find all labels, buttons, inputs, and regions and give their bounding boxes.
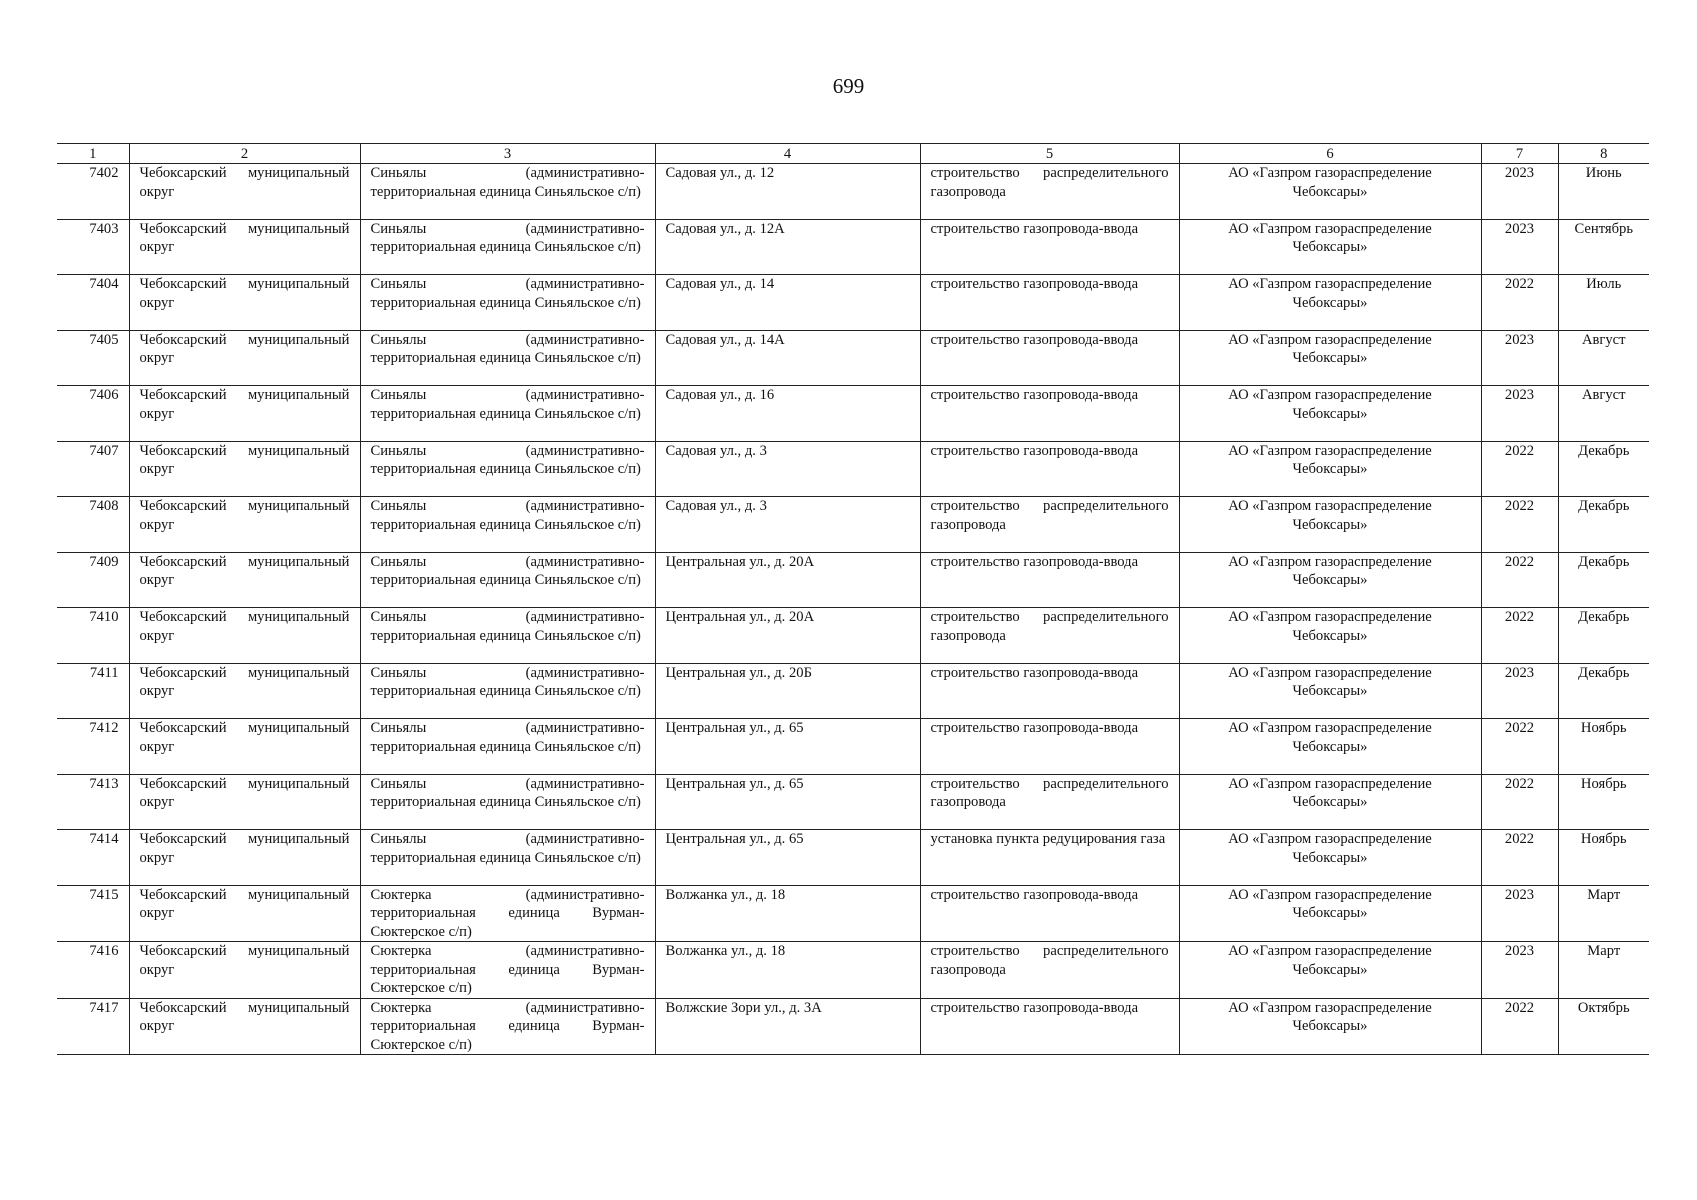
header-row <box>57 144 1649 164</box>
month-cell: Март <box>1558 885 1649 942</box>
locality-cell: Синьялы (административно-территориальная единица Синьяльское с/п) <box>360 719 655 775</box>
table-row <box>57 998 1649 1055</box>
year-cell: 2023 <box>1481 386 1558 442</box>
year-cell: 2023 <box>1481 942 1558 999</box>
table-row <box>57 830 1649 886</box>
address-cell: Садовая ул., д. 12 <box>655 164 920 220</box>
row-number: 7409 <box>57 552 129 608</box>
column-header-4: 4 <box>655 144 920 164</box>
district-cell: Чебоксарский муниципальный округ <box>129 164 360 220</box>
row-number: 7406 <box>57 386 129 442</box>
year-cell: 2023 <box>1481 885 1558 942</box>
table-row <box>57 608 1649 664</box>
row-number: 7412 <box>57 719 129 775</box>
page-number: 699 <box>832 74 865 98</box>
column-header-5: 5 <box>920 144 1179 164</box>
month-cell: Декабрь <box>1558 663 1649 719</box>
row-number: 7410 <box>57 608 129 664</box>
locality-cell: Синьялы (административно-территориальная единица Синьяльское с/п) <box>360 441 655 497</box>
table-row <box>57 275 1649 331</box>
month-cell: Август <box>1558 386 1649 442</box>
table-row <box>57 774 1649 830</box>
district-cell: Чебоксарский муниципальный округ <box>129 608 360 664</box>
column-header-6: 6 <box>1179 144 1481 164</box>
row-number: 7404 <box>57 275 129 331</box>
organization-cell: АО «Газпром газораспределение Чебоксары» <box>1179 164 1481 220</box>
locality-cell: Синьялы (административно-территориальная единица Синьяльское с/п) <box>360 219 655 275</box>
work-type-cell: строительство газопровода-ввода <box>920 386 1179 442</box>
locality-cell: Синьялы (административно-территориальная единица Синьяльское с/п) <box>360 608 655 664</box>
locality-cell: Синьялы (административно-территориальная единица Синьяльское с/п) <box>360 830 655 886</box>
table-row <box>57 497 1649 553</box>
row-number: 7411 <box>57 663 129 719</box>
organization-cell: АО «Газпром газораспределение Чебоксары» <box>1179 663 1481 719</box>
district-cell: Чебоксарский муниципальный округ <box>129 386 360 442</box>
district-cell: Чебоксарский муниципальный округ <box>129 552 360 608</box>
locality-cell: Сюктерка (административно-территориальная единица Вурман-Сюктерское с/п) <box>360 885 655 942</box>
district-cell: Чебоксарский муниципальный округ <box>129 830 360 886</box>
table-row <box>57 330 1649 386</box>
organization-cell: АО «Газпром газораспределение Чебоксары» <box>1179 774 1481 830</box>
column-header-3: 3 <box>360 144 655 164</box>
table-row <box>57 552 1649 608</box>
address-cell: Садовая ул., д. 3 <box>655 441 920 497</box>
year-cell: 2023 <box>1481 219 1558 275</box>
column-header-7: 7 <box>1481 144 1558 164</box>
column-header-2: 2 <box>129 144 360 164</box>
month-cell: Ноябрь <box>1558 719 1649 775</box>
year-cell: 2022 <box>1481 441 1558 497</box>
year-cell: 2022 <box>1481 774 1558 830</box>
locality-cell: Сюктерка (административно-территориальная единица Вурман-Сюктерское с/п) <box>360 942 655 999</box>
year-cell: 2022 <box>1481 608 1558 664</box>
district-cell: Чебоксарский муниципальный округ <box>129 441 360 497</box>
work-type-cell: строительство газопровода-ввода <box>920 552 1179 608</box>
organization-cell: АО «Газпром газораспределение Чебоксары» <box>1179 386 1481 442</box>
month-cell: Декабрь <box>1558 608 1649 664</box>
address-cell: Садовая ул., д. 14А <box>655 330 920 386</box>
organization-cell: АО «Газпром газораспределение Чебоксары» <box>1179 219 1481 275</box>
work-type-cell: строительство распределительного газопровода <box>920 164 1179 220</box>
district-cell: Чебоксарский муниципальный округ <box>129 219 360 275</box>
table-row <box>57 885 1649 942</box>
table-row <box>57 386 1649 442</box>
row-number: 7415 <box>57 885 129 942</box>
organization-cell: АО «Газпром газораспределение Чебоксары» <box>1179 608 1481 664</box>
year-cell: 2023 <box>1481 663 1558 719</box>
locality-cell: Синьялы (административно-территориальная единица Синьяльское с/п) <box>360 774 655 830</box>
work-type-cell: строительство газопровода-ввода <box>920 719 1179 775</box>
row-number: 7407 <box>57 441 129 497</box>
row-number: 7402 <box>57 164 129 220</box>
organization-cell: АО «Газпром газораспределение Чебоксары» <box>1179 441 1481 497</box>
row-number: 7417 <box>57 998 129 1055</box>
work-type-cell: строительство распределительного газопровода <box>920 608 1179 664</box>
month-cell: Ноябрь <box>1558 830 1649 886</box>
locality-cell: Синьялы (административно-территориальная единица Синьяльское с/п) <box>360 330 655 386</box>
table-row <box>57 719 1649 775</box>
address-cell: Центральная ул., д. 65 <box>655 719 920 775</box>
month-cell: Сентябрь <box>1558 219 1649 275</box>
address-cell: Центральная ул., д. 20Б <box>655 663 920 719</box>
organization-cell: АО «Газпром газораспределение Чебоксары» <box>1179 719 1481 775</box>
table-row <box>57 219 1649 275</box>
district-cell: Чебоксарский муниципальный округ <box>129 497 360 553</box>
table-row <box>57 942 1649 999</box>
address-cell: Садовая ул., д. 16 <box>655 386 920 442</box>
organization-cell: АО «Газпром газораспределение Чебоксары» <box>1179 942 1481 999</box>
address-cell: Центральная ул., д. 65 <box>655 830 920 886</box>
month-cell: Ноябрь <box>1558 774 1649 830</box>
organization-cell: АО «Газпром газораспределение Чебоксары» <box>1179 330 1481 386</box>
work-type-cell: строительство газопровода-ввода <box>920 885 1179 942</box>
row-number: 7403 <box>57 219 129 275</box>
month-cell: Декабрь <box>1558 441 1649 497</box>
work-type-cell: строительство газопровода-ввода <box>920 219 1179 275</box>
year-cell: 2022 <box>1481 830 1558 886</box>
month-cell: Декабрь <box>1558 552 1649 608</box>
table-header <box>57 144 1649 164</box>
address-cell: Центральная ул., д. 65 <box>655 774 920 830</box>
row-number: 7416 <box>57 942 129 999</box>
district-cell: Чебоксарский муниципальный округ <box>129 998 360 1055</box>
organization-cell: АО «Газпром газораспределение Чебоксары» <box>1179 552 1481 608</box>
district-cell: Чебоксарский муниципальный округ <box>129 330 360 386</box>
locality-cell: Синьялы (административно-территориальная единица Синьяльское с/п) <box>360 663 655 719</box>
address-cell: Центральная ул., д. 20А <box>655 608 920 664</box>
table-row <box>57 663 1649 719</box>
locality-cell: Сюктерка (административно-территориальная единица Вурман-Сюктерское с/п) <box>360 998 655 1055</box>
locality-cell: Синьялы (административно-территориальная единица Синьяльское с/п) <box>360 386 655 442</box>
locality-cell: Синьялы (административно-территориальная единица Синьяльское с/п) <box>360 497 655 553</box>
year-cell: 2022 <box>1481 552 1558 608</box>
address-cell: Садовая ул., д. 12А <box>655 219 920 275</box>
district-cell: Чебоксарский муниципальный округ <box>129 885 360 942</box>
organization-cell: АО «Газпром газораспределение Чебоксары» <box>1179 830 1481 886</box>
address-cell: Волжанка ул., д. 18 <box>655 942 920 999</box>
row-number: 7405 <box>57 330 129 386</box>
year-cell: 2023 <box>1481 330 1558 386</box>
row-number: 7413 <box>57 774 129 830</box>
year-cell: 2022 <box>1481 998 1558 1055</box>
table-row <box>57 441 1649 497</box>
work-type-cell: строительство распределительного газопровода <box>920 942 1179 999</box>
organization-cell: АО «Газпром газораспределение Чебоксары» <box>1179 275 1481 331</box>
month-cell: Март <box>1558 942 1649 999</box>
column-header-8: 8 <box>1558 144 1649 164</box>
organization-cell: АО «Газпром газораспределение Чебоксары» <box>1179 885 1481 942</box>
organization-cell: АО «Газпром газораспределение Чебоксары» <box>1179 998 1481 1055</box>
district-cell: Чебоксарский муниципальный округ <box>129 719 360 775</box>
work-type-cell: установка пункта редуцирования газа <box>920 830 1179 886</box>
work-type-cell: строительство распределительного газопровода <box>920 497 1179 553</box>
locality-cell: Синьялы (административно-территориальная единица Синьяльское с/п) <box>360 164 655 220</box>
table-body <box>57 164 1649 1055</box>
row-number: 7414 <box>57 830 129 886</box>
month-cell: Декабрь <box>1558 497 1649 553</box>
locality-cell: Синьялы (административно-территориальная единица Синьяльское с/п) <box>360 552 655 608</box>
year-cell: 2022 <box>1481 497 1558 553</box>
district-cell: Чебоксарский муниципальный округ <box>129 942 360 999</box>
work-type-cell: строительство газопровода-ввода <box>920 441 1179 497</box>
district-cell: Чебоксарский муниципальный округ <box>129 275 360 331</box>
address-cell: Садовая ул., д. 14 <box>655 275 920 331</box>
work-type-cell: строительство газопровода-ввода <box>920 275 1179 331</box>
organization-cell: АО «Газпром газораспределение Чебоксары» <box>1179 497 1481 553</box>
work-type-cell: строительство распределительного газопровода <box>920 774 1179 830</box>
address-cell: Садовая ул., д. 3 <box>655 497 920 553</box>
row-number: 7408 <box>57 497 129 553</box>
month-cell: Октябрь <box>1558 998 1649 1055</box>
year-cell: 2022 <box>1481 275 1558 331</box>
work-type-cell: строительство газопровода-ввода <box>920 330 1179 386</box>
address-cell: Центральная ул., д. 20А <box>655 552 920 608</box>
work-type-cell: строительство газопровода-ввода <box>920 998 1179 1055</box>
district-cell: Чебоксарский муниципальный округ <box>129 663 360 719</box>
address-cell: Волжанка ул., д. 18 <box>655 885 920 942</box>
year-cell: 2022 <box>1481 719 1558 775</box>
month-cell: Июль <box>1558 275 1649 331</box>
work-type-cell: строительство газопровода-ввода <box>920 663 1179 719</box>
address-cell: Волжские Зори ул., д. 3А <box>655 998 920 1055</box>
month-cell: Июнь <box>1558 164 1649 220</box>
locality-cell: Синьялы (административно-территориальная единица Синьяльское с/п) <box>360 275 655 331</box>
column-header-1: 1 <box>57 144 129 164</box>
table-row <box>57 164 1649 220</box>
register-table <box>57 143 1649 1055</box>
year-cell: 2023 <box>1481 164 1558 220</box>
month-cell: Август <box>1558 330 1649 386</box>
district-cell: Чебоксарский муниципальный округ <box>129 774 360 830</box>
